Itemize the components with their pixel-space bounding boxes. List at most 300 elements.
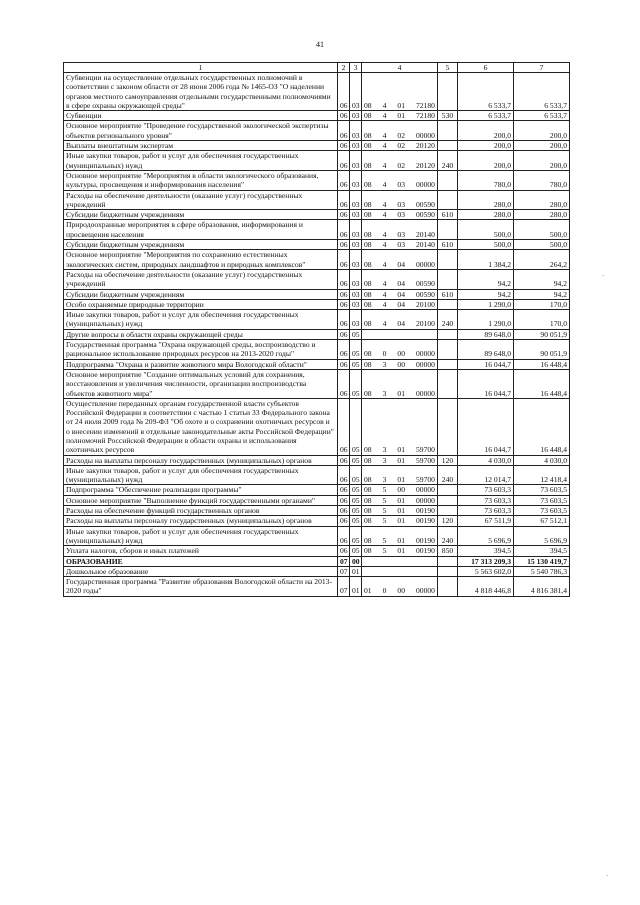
row-amount-year-2: 73 603,5 (514, 485, 570, 495)
row-target-article (362, 250, 438, 270)
row-expense-type (438, 556, 458, 566)
row-amount-year-2: 16 448,4 (514, 359, 570, 369)
target-article-part: 08 (364, 180, 372, 190)
row-name: Иные закупки товаров, работ и услуг для обеспечения государственных (муниципальных) нужд (64, 310, 338, 330)
row-target-article (362, 73, 438, 111)
row-name: Субсидии бюджетным учреждениям (64, 240, 338, 250)
target-article-part: 00000 (415, 259, 435, 269)
target-article-part: 01 (397, 516, 405, 526)
row-target-article (362, 526, 438, 546)
header-cell-5: 5 (438, 63, 458, 73)
row-amount-year-2: 5 696,9 (514, 526, 570, 546)
target-article-part: 5 (382, 495, 387, 505)
target-article-part: 0 (382, 586, 387, 596)
target-article-part: 08 (364, 111, 372, 121)
row-name: Основное мероприятие "Выполнение функций государственными органами" (64, 495, 338, 505)
row-target-article (362, 495, 438, 505)
table-row (64, 151, 570, 171)
row-expense-type (438, 577, 458, 597)
row-target-article (362, 455, 438, 465)
row-name: Основное мероприятие "Создание оптимальных условий для сохранения, восстановления и увеличения численности, организации воспроизводства объектов животного мира" (64, 369, 338, 398)
row-expense-type: 850 (438, 546, 458, 556)
row-section: 06 (338, 220, 350, 240)
row-amount-year-2: 200,0 (514, 141, 570, 151)
target-article-part: 4 (382, 141, 387, 151)
row-name: Дошкольное образование (64, 566, 338, 576)
table-row (64, 495, 570, 505)
row-subsection: 03 (350, 289, 362, 299)
row-amount-year-2: 200,0 (514, 121, 570, 141)
row-amount-year-1: 67 511,9 (458, 516, 514, 526)
row-target-article (362, 398, 438, 455)
row-target-article (362, 210, 438, 220)
target-article-part: 00590 (415, 289, 435, 299)
row-name: Подпрограмма "Охрана и развитие животного мира Вологодской области" (64, 359, 338, 369)
row-amount-year-2: 90 051,9 (514, 340, 570, 360)
row-subsection: 05 (350, 329, 362, 339)
row-amount-year-2: 394,5 (514, 546, 570, 556)
row-section: 06 (338, 73, 350, 111)
row-name: Уплата налогов, сборов и иных платежей (64, 546, 338, 556)
row-amount-year-2: 170,0 (514, 299, 570, 309)
table-row (64, 73, 570, 111)
target-article-part: 02 (397, 130, 405, 140)
target-article-part: 72180 (415, 111, 435, 121)
target-article-part: 01 (397, 455, 405, 465)
row-amount-year-2: 170,0 (514, 310, 570, 330)
target-article-part: 08 (364, 279, 372, 289)
target-article-part: 0 (382, 349, 387, 359)
row-expense-type (438, 121, 458, 141)
row-amount-year-1: 89 648,0 (458, 329, 514, 339)
target-article-part: 5 (382, 485, 387, 495)
table-row (64, 455, 570, 465)
row-name: Подпрограмма "Обеспечение реализации программы" (64, 485, 338, 495)
row-name: Субсидии бюджетным учреждениям (64, 289, 338, 299)
row-name: Государственная программа "Охрана окружающей среды, воспроизводство и рациональное использование природных ресурсов на 2013-2020 годы" (64, 340, 338, 360)
row-amount-year-2: 6 533,7 (514, 73, 570, 111)
target-article-part: 00000 (415, 495, 435, 505)
row-target-article (362, 516, 438, 526)
row-amount-year-2: 94,2 (514, 289, 570, 299)
table-row (64, 111, 570, 121)
row-target-article (362, 359, 438, 369)
row-amount-year-1: 500,0 (458, 240, 514, 250)
row-subsection: 03 (350, 151, 362, 171)
row-expense-type (438, 220, 458, 240)
target-article-part: 4 (382, 180, 387, 190)
row-amount-year-1: 1 384,2 (458, 250, 514, 270)
table-row (64, 516, 570, 526)
row-amount-year-1: 1 290,0 (458, 299, 514, 309)
target-article-part: 04 (397, 279, 405, 289)
row-amount-year-2: 4 030,0 (514, 455, 570, 465)
row-amount-year-1: 12 014,7 (458, 465, 514, 485)
row-name: Расходы на обеспечение функций государственных органов (64, 506, 338, 516)
row-amount-year-2: 94,2 (514, 269, 570, 289)
row-amount-year-2: 500,0 (514, 220, 570, 240)
target-article-part: 08 (364, 455, 372, 465)
target-article-part: 04 (397, 299, 405, 309)
target-article-part: 03 (397, 210, 405, 220)
header-row (64, 63, 570, 73)
row-target-article (362, 340, 438, 360)
table-row (64, 340, 570, 360)
target-article-part: 00 (397, 586, 405, 596)
row-subsection: 05 (350, 359, 362, 369)
target-article-part: 00000 (415, 130, 435, 140)
row-amount-year-2: 280,0 (514, 210, 570, 220)
target-article-part: 08 (364, 506, 372, 516)
row-expense-type (438, 369, 458, 398)
target-article-part: 08 (364, 535, 372, 545)
target-article-part: 4 (382, 299, 387, 309)
target-article-part: 3 (382, 359, 387, 369)
row-target-article (362, 141, 438, 151)
row-expense-type (438, 359, 458, 369)
row-expense-type: 610 (438, 289, 458, 299)
row-subsection: 05 (350, 369, 362, 398)
target-article-part: 03 (397, 199, 405, 209)
row-amount-year-1: 500,0 (458, 220, 514, 240)
target-article-part: 08 (364, 475, 372, 485)
row-subsection: 03 (350, 299, 362, 309)
row-section: 06 (338, 465, 350, 485)
row-section: 06 (338, 340, 350, 360)
target-article-part: 01 (397, 445, 405, 455)
target-article-part: 00590 (415, 210, 435, 220)
row-section: 06 (338, 359, 350, 369)
row-expense-type: 240 (438, 310, 458, 330)
table-row (64, 170, 570, 190)
header-cell-7: 7 (514, 63, 570, 73)
row-name: Иные закупки товаров, работ и услуг для обеспечения государственных (муниципальных) нужд (64, 151, 338, 171)
row-amount-year-2: 280,0 (514, 190, 570, 210)
row-name: Иные закупки товаров, работ и услуг для обеспечения государственных (муниципальных) нужд (64, 465, 338, 485)
target-article-part: 08 (364, 100, 372, 110)
table-row (64, 329, 570, 339)
target-article-part: 08 (364, 546, 372, 556)
row-amount-year-1: 89 648,0 (458, 340, 514, 360)
row-target-article (362, 240, 438, 250)
row-expense-type (438, 485, 458, 495)
row-subsection: 03 (350, 250, 362, 270)
target-article-part: 4 (382, 160, 387, 170)
row-target-article (362, 546, 438, 556)
row-name: Государственная программа "Развитие образования Вологодской области на 2013-2020 годы" (64, 577, 338, 597)
target-article-part: 08 (364, 240, 372, 250)
row-subsection: 05 (350, 485, 362, 495)
row-expense-type (438, 141, 458, 151)
target-article-part: 08 (364, 160, 372, 170)
target-article-part: 00 (397, 485, 405, 495)
row-name: Осуществление переданных органам государственной власти субъектов Российской Федерации в соответствии с частью 1 статьи 33 Федерального закона от 24 июля 2009 года № 209-ФЗ "Об охоте и о сохранении охотничьих ресурсов и о внесении изменений в отдельные законодательные акты Российской Федерации" полномочий Российской Федерации в области охраны и использования охотничьих ресурсов (64, 398, 338, 455)
table-row (64, 556, 570, 566)
target-article-part: 4 (382, 199, 387, 209)
row-name: Основное мероприятие "Проведение государственной экологической экспертизы объектов регионального уровня" (64, 121, 338, 141)
row-target-article (362, 190, 438, 210)
target-article-part: 00590 (415, 279, 435, 289)
row-name: Природоохранные мероприятия в сфере образования, информирования и просвещения населения (64, 220, 338, 240)
row-amount-year-1: 16 044,7 (458, 359, 514, 369)
header-cell-6: 6 (458, 63, 514, 73)
row-section: 06 (338, 190, 350, 210)
row-amount-year-1: 94,2 (458, 289, 514, 299)
target-article-part: 01 (397, 495, 405, 505)
row-section: 06 (338, 141, 350, 151)
row-amount-year-2: 67 512,1 (514, 516, 570, 526)
row-section: 06 (338, 151, 350, 171)
row-section: 06 (338, 398, 350, 455)
row-amount-year-2: 6 533,7 (514, 111, 570, 121)
header-cell-3: 3 (350, 63, 362, 73)
row-name: Основное мероприятие "Мероприятия в области экологического образования, культуры, просвещения и информирования населения" (64, 170, 338, 190)
target-article-part: 04 (397, 289, 405, 299)
row-expense-type: 240 (438, 526, 458, 546)
row-subsection: 05 (350, 455, 362, 465)
target-article-part: 3 (382, 475, 387, 485)
row-subsection: 03 (350, 269, 362, 289)
target-article-part: 08 (364, 229, 372, 239)
table-row (64, 566, 570, 576)
row-amount-year-1: 280,0 (458, 210, 514, 220)
target-article-part: 08 (364, 445, 372, 455)
row-amount-year-1: 73 603,3 (458, 495, 514, 505)
target-article-part: 5 (382, 506, 387, 516)
target-article-part: 01 (397, 506, 405, 516)
table-row (64, 190, 570, 210)
target-article-part: 4 (382, 111, 387, 121)
row-expense-type: 120 (438, 455, 458, 465)
row-expense-type (438, 340, 458, 360)
target-article-part: 59700 (415, 475, 435, 485)
row-subsection: 03 (350, 170, 362, 190)
row-section: 06 (338, 121, 350, 141)
row-expense-type (438, 73, 458, 111)
row-amount-year-2: 73 603,5 (514, 495, 570, 505)
row-target-article (362, 577, 438, 597)
row-amount-year-1: 394,5 (458, 546, 514, 556)
target-article-part: 3 (382, 445, 387, 455)
row-amount-year-2: 16 448,4 (514, 369, 570, 398)
table-row (64, 210, 570, 220)
target-article-part: 20120 (415, 160, 435, 170)
row-name: Выплаты внештатным экспертам (64, 141, 338, 151)
row-expense-type (438, 250, 458, 270)
row-amount-year-1: 5 563 602,0 (458, 566, 514, 576)
row-expense-type: 120 (438, 516, 458, 526)
target-article-part: 00 (397, 349, 405, 359)
row-subsection: 03 (350, 240, 362, 250)
row-amount-year-2: 500,0 (514, 240, 570, 250)
row-name: Основное мероприятие "Мероприятия по сохранению естественных экологических систем, природных ландшафтов и природных комплексов" (64, 250, 338, 270)
target-article-part: 00000 (415, 388, 435, 398)
row-expense-type (438, 506, 458, 516)
row-amount-year-1: 94,2 (458, 269, 514, 289)
row-amount-year-1: 1 290,0 (458, 310, 514, 330)
header-cell-1: 1 (64, 63, 338, 73)
row-amount-year-1: 73 603,3 (458, 506, 514, 516)
row-amount-year-2: 15 130 419,7 (514, 556, 570, 566)
target-article-part: 08 (364, 516, 372, 526)
target-article-part: 04 (397, 319, 405, 329)
row-target-article (362, 329, 438, 339)
row-amount-year-2: 90 051,9 (514, 329, 570, 339)
row-section: 06 (338, 485, 350, 495)
row-amount-year-1: 4 030,0 (458, 455, 514, 465)
target-article-part: 00190 (415, 516, 435, 526)
page-number: 41 (316, 40, 324, 49)
header-cell-4: 4 (362, 63, 438, 73)
target-article-part: 20140 (415, 240, 435, 250)
table-row (64, 577, 570, 597)
target-article-part: 20100 (415, 319, 435, 329)
target-article-part: 3 (382, 455, 387, 465)
target-article-part: 5 (382, 516, 387, 526)
target-article-part: 01 (397, 100, 405, 110)
target-article-part: 00190 (415, 535, 435, 545)
row-name: Расходы на обеспечение деятельности (оказание услуг) государственных учреждений (64, 269, 338, 289)
row-name: Расходы на выплаты персоналу государственных (муниципальных) органов (64, 516, 338, 526)
row-amount-year-1: 200,0 (458, 121, 514, 141)
row-amount-year-1: 6 533,7 (458, 73, 514, 111)
row-section: 06 (338, 250, 350, 270)
table-row (64, 269, 570, 289)
target-article-part: 20140 (415, 229, 435, 239)
row-subsection: 05 (350, 546, 362, 556)
target-article-part: 01 (397, 475, 405, 485)
row-name: Субсидии бюджетным учреждениям (64, 210, 338, 220)
row-target-article (362, 220, 438, 240)
table-row (64, 220, 570, 240)
row-subsection: 05 (350, 526, 362, 546)
row-expense-type: 240 (438, 151, 458, 171)
row-amount-year-1: 6 533,7 (458, 111, 514, 121)
margin-dot: · (606, 872, 609, 880)
target-article-part: 02 (397, 160, 405, 170)
target-article-part: 08 (364, 485, 372, 495)
row-name: Субвенции на осуществление отдельных государственных полномочий в соответствии с законом области от 28 июня 2006 года № 1465-ОЗ "О наделении органов местного самоуправления отдельными государственными полномочиями в сфере охраны окружающей среды" (64, 73, 338, 111)
row-target-article (362, 310, 438, 330)
target-article-part: 5 (382, 535, 387, 545)
row-amount-year-1: 280,0 (458, 190, 514, 210)
row-subsection: 01 (350, 566, 362, 576)
row-target-article (362, 556, 438, 566)
target-article-part: 59700 (415, 445, 435, 455)
row-section: 06 (338, 455, 350, 465)
row-name: Особо охраняемые природные территории (64, 299, 338, 309)
row-amount-year-2: 4 816 381,4 (514, 577, 570, 597)
target-article-part: 08 (364, 210, 372, 220)
table-row (64, 310, 570, 330)
table-row (64, 465, 570, 485)
row-section: 06 (338, 329, 350, 339)
table-row (64, 369, 570, 398)
row-section: 06 (338, 170, 350, 190)
row-section: 06 (338, 299, 350, 309)
row-name: ОБРАЗОВАНИЕ (64, 556, 338, 566)
target-article-part: 3 (382, 388, 387, 398)
row-section: 06 (338, 495, 350, 505)
row-subsection: 05 (350, 465, 362, 485)
row-section: 06 (338, 240, 350, 250)
row-section: 07 (338, 566, 350, 576)
target-article-part: 20120 (415, 141, 435, 151)
table-row (64, 506, 570, 516)
row-amount-year-1: 73 603,3 (458, 485, 514, 495)
target-article-part: 4 (382, 229, 387, 239)
target-article-part: 4 (382, 130, 387, 140)
row-section: 06 (338, 506, 350, 516)
target-article-part: 01 (364, 586, 372, 596)
row-section: 06 (338, 210, 350, 220)
target-article-part: 59700 (415, 455, 435, 465)
target-article-part: 4 (382, 240, 387, 250)
row-section: 06 (338, 526, 350, 546)
row-section: 07 (338, 577, 350, 597)
target-article-part: 02 (397, 141, 405, 151)
row-expense-type: 240 (438, 465, 458, 485)
row-amount-year-2: 16 448,4 (514, 398, 570, 455)
row-subsection: 03 (350, 310, 362, 330)
table-row (64, 240, 570, 250)
row-expense-type (438, 329, 458, 339)
table-row (64, 546, 570, 556)
target-article-part: 08 (364, 141, 372, 151)
table-row (64, 299, 570, 309)
row-name: Другие вопросы в области охраны окружающей среды (64, 329, 338, 339)
target-article-part: 08 (364, 130, 372, 140)
target-article-part: 08 (364, 199, 372, 209)
row-name: Субвенции (64, 111, 338, 121)
row-expense-type: 610 (438, 240, 458, 250)
table-row (64, 485, 570, 495)
row-amount-year-2: 780,0 (514, 170, 570, 190)
target-article-part: 08 (364, 319, 372, 329)
row-target-article (362, 485, 438, 495)
row-amount-year-1: 780,0 (458, 170, 514, 190)
row-expense-type: 610 (438, 210, 458, 220)
row-target-article (362, 151, 438, 171)
row-expense-type (438, 269, 458, 289)
row-target-article (362, 289, 438, 299)
row-section: 06 (338, 289, 350, 299)
target-article-part: 08 (364, 359, 372, 369)
row-name: Расходы на обеспечение деятельности (оказание услуг) государственных учреждений (64, 190, 338, 210)
row-name: Расходы на выплаты персоналу государственных (муниципальных) органов (64, 455, 338, 465)
target-article-part: 01 (397, 111, 405, 121)
target-article-part: 01 (397, 546, 405, 556)
row-amount-year-1: 5 696,9 (458, 526, 514, 546)
row-name: Иные закупки товаров, работ и услуг для обеспечения государственных (муниципальных) нужд (64, 526, 338, 546)
row-section: 06 (338, 546, 350, 556)
row-amount-year-2: 200,0 (514, 151, 570, 171)
row-subsection: 05 (350, 495, 362, 505)
target-article-part: 4 (382, 289, 387, 299)
target-article-part: 01 (397, 535, 405, 545)
row-amount-year-1: 4 818 446,8 (458, 577, 514, 597)
table-row (64, 121, 570, 141)
target-article-part: 08 (364, 289, 372, 299)
row-target-article (362, 269, 438, 289)
target-article-part: 00000 (415, 586, 435, 596)
row-section: 06 (338, 111, 350, 121)
target-article-part: 00 (397, 359, 405, 369)
row-subsection: 01 (350, 577, 362, 597)
row-amount-year-1: 16 044,7 (458, 369, 514, 398)
budget-table (63, 62, 570, 597)
row-target-article (362, 299, 438, 309)
